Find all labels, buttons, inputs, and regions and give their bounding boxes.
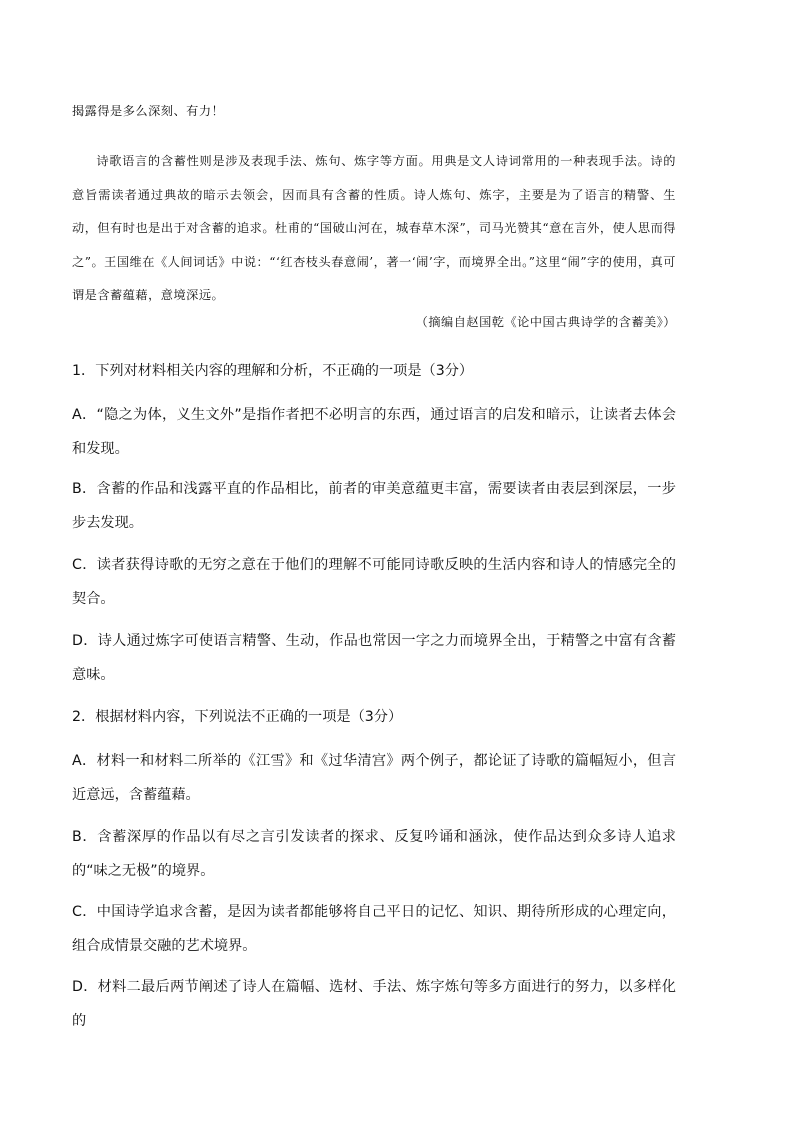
question-1-option-a: A．“隐之为体，义生文外”是指作者把不必明言的东西，通过语言的启发和暗示，让读者去体会和发现。 (72, 407, 676, 457)
passage-paragraph: 诗歌语言的含蓄性则是涉及表现手法、炼句、炼字等方面。用典是文人诗词常用的一种表现手法。诗的意旨需读者通过典故的暗示去领会，因而具有含蓄的性质。诗人炼句、炼字，主要是为了语言的精警、生动，但有时也是出于对含蓄的追求。杜甫的“国破山河在，城春草木深”，司马光赞其“意在言外，使人思而得之”。王国维在《人间词话》中说：“‘红杏枝头春意闹’，著一‘闹’字，而境界全出。”这里“闹”字的使用，真可谓是含蓄蕴藉，意境深远。 (72, 154, 676, 302)
passage-continuation: 揭露得是多么深刻、有力！ (72, 104, 225, 118)
question-1-option-c: C．读者获得诗歌的无穷之意在于他们的理解不可能同诗歌反映的生活内容和诗人的情感完全的契合。 (72, 557, 676, 607)
question-1-option-d: D．诗人通过炼字可使语言精警、生动，作品也常因一字之力而境界全出，于精警之中富有含蓄意味。 (72, 633, 676, 683)
question-2-option-a: A．材料一和材料二所举的《江雪》和《过华清宫》两个例子，都论证了诗歌的篇幅短小，但言近意远，含蓄蕴藉。 (72, 753, 676, 803)
question-1-stem: 1．下列对材料相关内容的理解和分析，不正确的一项是（3分） (72, 363, 474, 379)
question-1-option-b: B．含蓄的作品和浅露平直的作品相比，前者的审美意蕴更丰富，需要读者由表层到深层，一步步去发现。 (72, 481, 676, 531)
question-2-stem: 2．根据材料内容，下列说法不正确的一项是（3分） (72, 709, 403, 725)
passage-source: （摘编自赵国乾《论中国古典诗学的含蓄美》） (415, 315, 676, 329)
question-2-option-b: B．含蓄深厚的作品以有尽之言引发读者的探求、反复吟诵和涵泳，使作品达到众多诗人追求的“味之无极”的境界。 (72, 829, 676, 879)
question-2-option-c: C．中国诗学追求含蓄，是因为读者都能够将自己平日的记忆、知识、期待所形成的心理定向，组合成情景交融的艺术境界。 (72, 904, 676, 954)
question-2-option-d: D．材料二最后两节阐述了诗人在篇幅、选材、手法、炼字炼句等多方面进行的努力，以多样化的 (72, 979, 676, 1029)
